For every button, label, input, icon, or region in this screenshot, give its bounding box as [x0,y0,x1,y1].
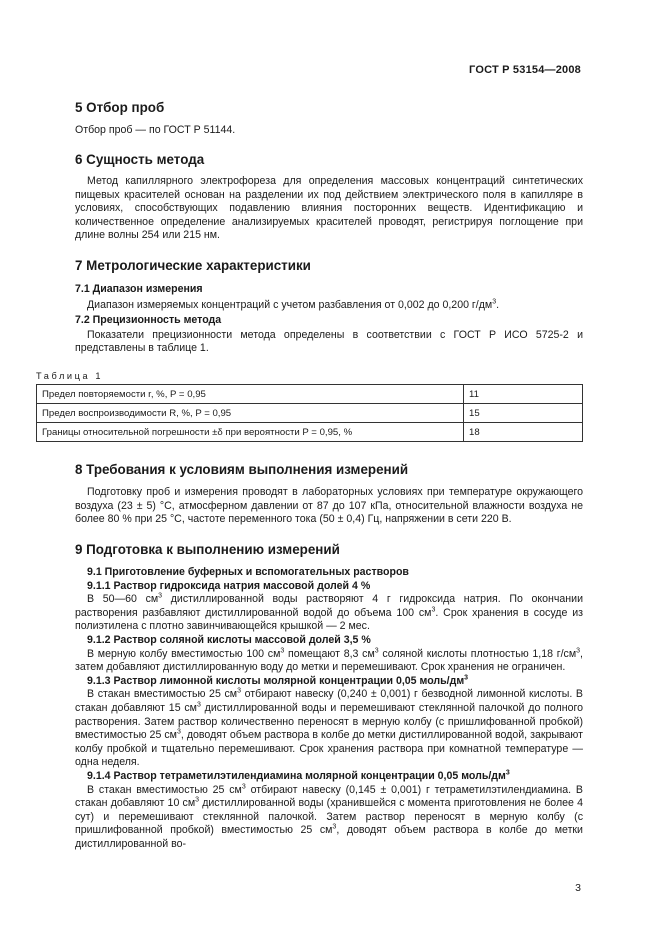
section-9 [75,542,583,851]
section-5-heading: 5 Отбор проб [75,100,165,115]
page-number: 3 [575,882,581,894]
section-9-1-1-title: 9.1.1 Раствор гидроксида натрия массовой долей 4 % [87,579,371,592]
section-9-1-2-title: 9.1.2 Раствор соляной кислоты массовой долей 3,5 % [87,633,371,646]
section-9-1-1-text: В 50—60 $см^3$ дистиллированной воды растворяют 4 г гидроксида натрия. По окончании растворения разбавляют дистиллированной водой до объема 100 $см^3$. Срок хранения в сосуде из полиэтилена с плотно завинчивающейся крышкой — 2 мес. [75,592,583,633]
section-8-heading: 8 Требования к условиям выполнения измерений [75,462,409,477]
section-5 [75,100,583,138]
section-7-1-text: Диапазон измеряемых концентраций с учетом разбавления от 0,002 до 0,200 $г/дм^3$. [87,298,500,311]
table-row [37,385,583,404]
table-cell-label: Предел воспроизводимости R, %, P = 0,95 [37,404,464,423]
section-9-1-3-text: В стакан вместимостью 25 $см^3$ отбирают навеску (0,240 ± 0,001) г безводной лимонной кислоты. В стакан добавляют 15 $см^3$ дистиллированной воды и перемешивают стеклянной палочкой до полного растворения. Затем раствор количественно переносят в мерную колбу (с пришлифованной пробкой) вместимостью 25 $см^3$, доводят объем раствора в колбе до метки дистиллированной водой, закрывают колбу пробкой и тщательно перемешивают. Срок хранения раствора при комнатной температуре — одна неделя. [75,687,583,769]
section-7-1-title: 7.1 Диапазон измерения [75,283,203,295]
section-5-text: Отбор проб — по ГОСТ Р 51144. [75,124,236,136]
section-6-heading: 6 Сущность метода [75,152,205,167]
table-cell-label: Границы относительной погрешности ±δ при вероятности P = 0,95, % [37,423,464,442]
section-7-2-text: Показатели прецизионности метода определены в соответствии с ГОСТ Р ИСО 5725-2 и представлены в таблице 1. [75,328,583,355]
section-9-1-4-title: 9.1.4 Раствор тетраметилэтилендиамина молярной концентрации 0,05 моль/$дм^3$ [87,769,510,782]
section-9-1-2-text: В мерную колбу вместимостью 100 $см^3$ помещают 8,3 $см^3$ соляной кислоты плотностью 1,18 $г/см^3$, затем добавляют дистиллированную воду до метки и перемешивают. Срок хранения не ограничен. [75,647,583,674]
section-7 [75,258,583,356]
section-9-1-title: 9.1 Приготовление буферных и вспомогательных растворов [87,566,409,578]
section-8-text: Подготовку проб и измерения проводят в лабораторных условиях при температуре окружающего воздуха (23 ± 5) °С, атмосферном давлении от 87 до 107 кПа, относительной влажности воздуха не более 80 % при 25 °С, частоте переменного тока (50 ± 0,4) Гц, напряжении в сети 220 В. [75,486,583,526]
table-cell-label: Предел повторяемости r, %, P = 0,95 [37,385,464,404]
section-7-heading: 7 Метрологические характеристики [75,258,311,273]
table-row [37,423,583,442]
precision-table [36,384,583,442]
section-9-1-3-title: 9.1.3 Раствор лимонной кислоты молярной концентрации 0,05 моль/$дм^3$ [87,674,469,687]
section-9-1-4-text: В стакан вместимостью 25 $см^3$ отбирают навеску (0,145 ± 0,001) г тетраметилэтилендиамина. В стакан добавляют 10 $см^3$ дистиллированной воды (хранившейся с момента приготовления не более 4 сут) и перемешивают стеклянной палочкой. Затем раствор переносят в мерную колбу (с пришлифованной пробкой) вместимостью 25 $см^3$, доводят объем раствора в колбе до метки дистиллированной во- [75,782,583,850]
table-cell-value: 15 [464,404,583,423]
section-7-2-title: 7.2 Прецизионность метода [75,314,222,327]
section-9-heading: 9 Подготовка к выполнению измерений [75,542,340,557]
table-caption: Таблица 1 [36,371,104,381]
table-cell-value: 18 [464,423,583,442]
section-6 [75,152,583,243]
standard-code: ГОСТ Р 53154—2008 [469,64,581,76]
section-8 [75,462,583,527]
table-cell-value: 11 [464,385,583,404]
table-row [37,404,583,423]
section-6-text: Метод капиллярного электрофореза для определения массовых концентраций синтетических пищевых красителей основан на разделении их под действием электрического поля в капилляре в условиях, способствующих подавлению влияния посторонних веществ. Идентификацию и количественное определение анализируемых красителей проводят, регистрируя поглощение при длине волны 254 или 215 нм. [75,175,583,242]
